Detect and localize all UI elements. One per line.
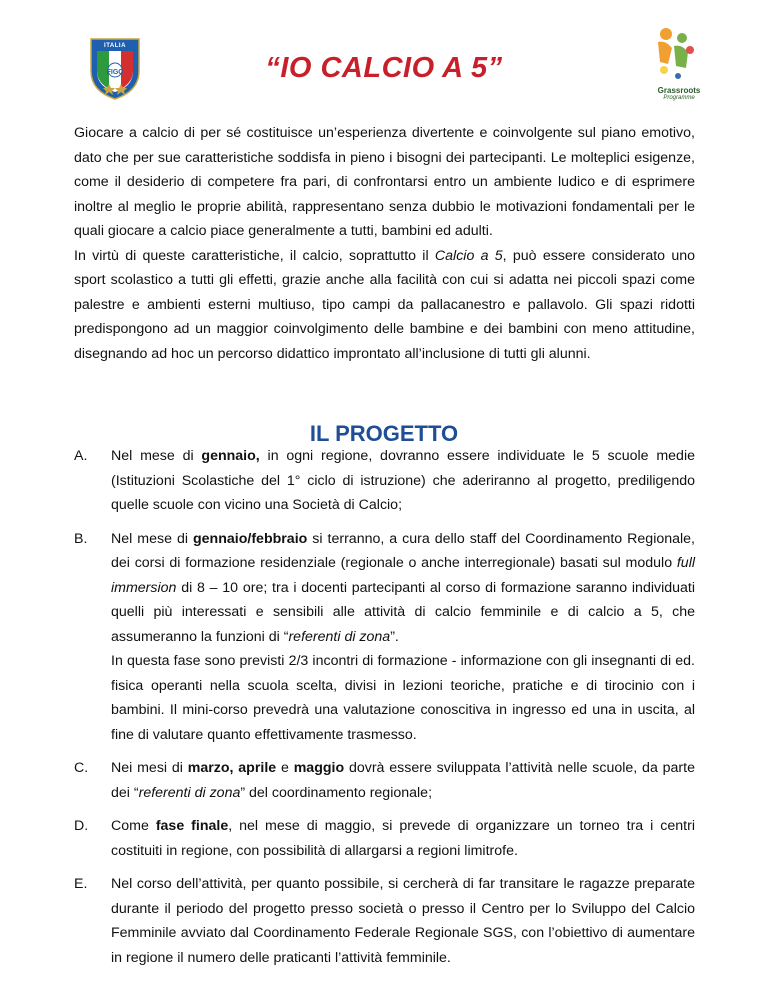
intro-paragraph: Giocare a calcio di per sé costituisce un’esperienza divertente e coinvolgente sul piano emotivo, dato che per sue caratteristiche soddisfa in pieno i bisogni dei partecipanti. Le molteplici esigenze, come il desiderio di competere fra pari, di confrontarsi entro un ambiente ludico e di esprimere inoltre al meglio le proprie abilità, rappresentano senza dubbio le motivazioni fondamentali per le quali giocare a calcio piace generalmente a tutti, bambini ed adulti. — [74, 125, 695, 239]
project-list — [74, 444, 695, 979]
list-item-text: Nel mese di gennaio, in ogni regione, dovranno essere individuate le 5 scuole medie (Istituzioni Scolastiche del 1° ciclo di istruzione) che aderiranno al progetto, prediligendo quelle scuole con vicino una Società di Calcio; — [111, 448, 695, 513]
list-item-text: Nel mese di gennaio/febbraio si terranno, a cura dello staff del Coordinamento Regionale, dei corsi di formazione residenziale (regionale o anche interregionale) basati sul modulo full immersion di 8 – 10 ore; tra i docenti partecipanti al corso di formazione saranno individuati quelli più interessati e sensibili alle attività di calcio femminile e di calcio a 5, che assumeranno la funzioni di “referenti di zona”. In questa fase sono previsti 2/3 incontri di formazione - informazione con gli insegnanti di ed. fisica operanti nella scuola scelta, divisi in lezioni teoriche, pratiche e di tirocinio con i bambini. Il mini-corso prevedrà una valutazione conoscitiva in ingresso ed una in uscita, al fine di valutare quanto effettivamente trasmesso. — [111, 530, 696, 743]
list-letter: D. — [74, 818, 89, 834]
logo-label: ITALIA — [104, 43, 126, 49]
grassroots-logo — [644, 24, 708, 104]
list-letter: A. — [74, 448, 88, 464]
page-title: “IO CALCIO A 5” — [265, 52, 503, 84]
list-letter: C. — [74, 760, 89, 776]
intro-paragraph: In virtù di queste caratteristiche, il calcio, soprattutto il Calcio a 5, può essere considerato uno sport scolastico a tutti gli effetti, grazie anche alla facilità con cui si adatta nei piccoli spazi come palestre e ambienti esterni multiuso, tipo campi da pallacanestro e pallavolo. Gli spazi ridotti predispongono ad un maggior coinvolgimento delle bambine e dei bambini con meno attitudine, disegnando ad hoc un percorso didattico improntato all’inclusione di tutti gli alunni. — [74, 247, 696, 362]
players-icon — [644, 24, 708, 86]
list-item-text: Come fase finale, nel mese di maggio, si prevede di organizzare un torneo tra i centri costituiti in regione, con possibilità di allargarsi a regioni limitrofe. — [111, 818, 695, 859]
logo-sublabel: Programme — [663, 95, 695, 101]
list-letter: B. — [74, 530, 88, 547]
section-title: IL PROGETTO — [309, 421, 459, 446]
intro-section — [74, 121, 695, 366]
svg-text:FIGC: FIGC — [106, 69, 124, 76]
list-item-text: Nei mesi di marzo, aprile e maggio dovrà essere sviluppata l’attività nelle scuole, da parte dei “referenti di zona” del coordinamento regionale; — [111, 760, 695, 801]
list-item — [74, 527, 695, 748]
list-item — [74, 814, 695, 863]
list-item-text: Nel corso dell’attività, per quanto possibile, si cercherà di far transitare le ragazze preparate durante il periodo del progetto presso società o presso il Centro per lo Sviluppo del Calcio Femminile avviato dal Coordinamento Federale Regionale SGS, con l’obiettivo di aumentare in regione il numero delle praticanti l’attività femminile. — [111, 876, 695, 966]
list-item — [74, 756, 695, 805]
list-item — [74, 444, 695, 518]
logo-label: Grassroots — [657, 86, 701, 95]
list-letter: E. — [74, 876, 88, 892]
list-item — [74, 872, 695, 970]
